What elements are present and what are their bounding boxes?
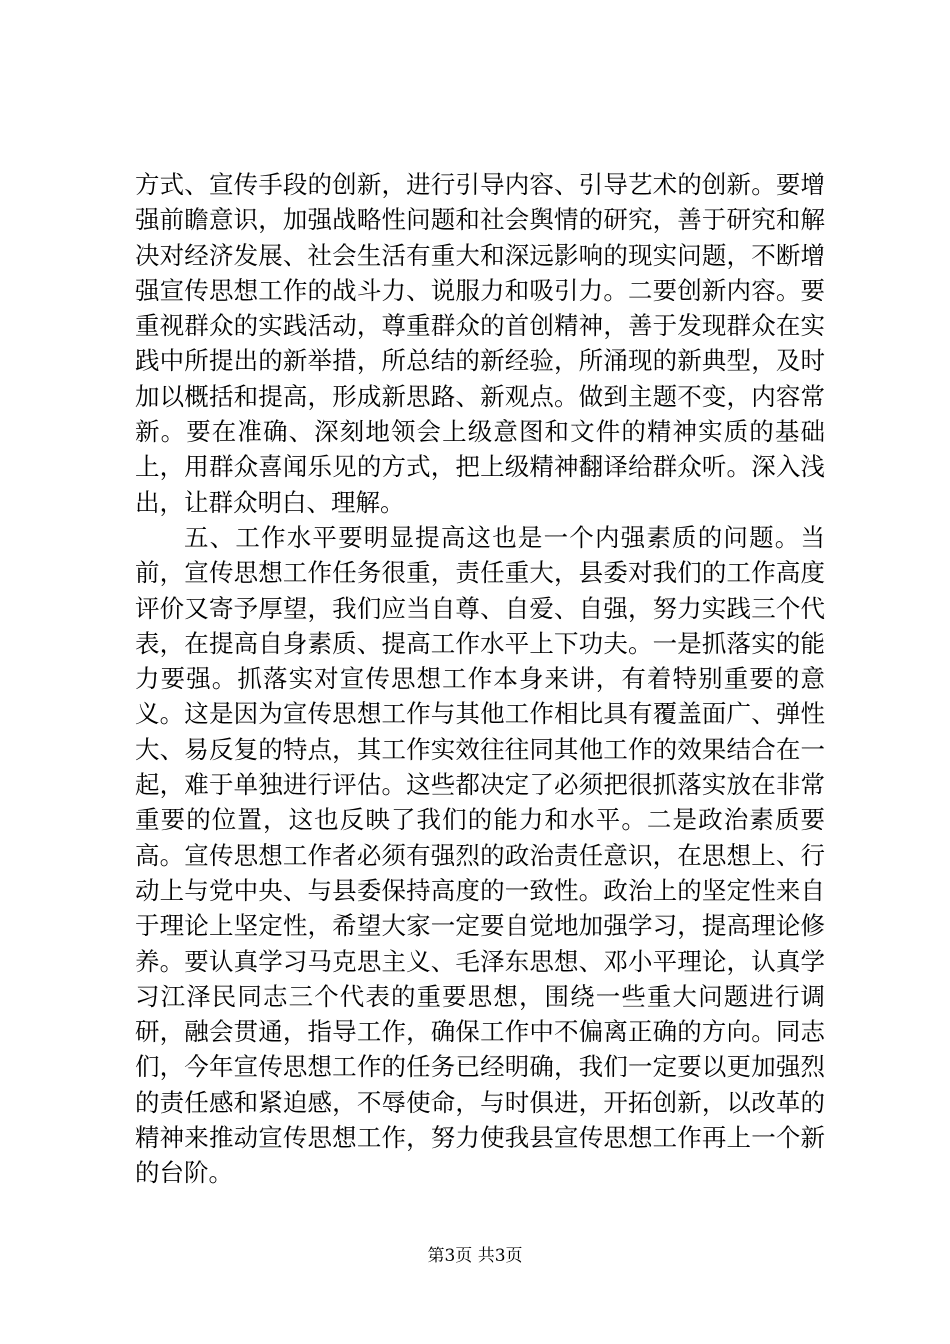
paragraph-section-five: 五、工作水平要明显提高这也是一个内强素质的问题。当前，宣传思想工作任务很重，责任重大，县委对我们的工作高度评价又寄予厚望，我们应当自尊、自爱、自强，努力实践三个代表，在提高自身素质、提高工作水平上下功夫。一是抓落实的能力要强。抓落实对宣传思想工作本身来讲，有着特别重要的意义。这是因为宣传思想工作与其他工作相比具有覆盖面广、弹性大、易反复的特点，其工作实效往往同其他工作的效果结合在一起，难于单独进行评估。这些都决定了必须把很抓落实放在非常重要的位置，这也反映了我们的能力和水平。二是政治素质要高。宣传思想工作者必须有强烈的政治责任意识，在思想上、行动上与党中央、与县委保持高度的一致性。政治上的坚定性来自于理论上坚定性，希望大家一定要自觉地加强学习，提高理论修养。要认真学习马克思主义、毛泽东思想、邓小平理论，认真学习江泽民同志三个代表的重要思想，围绕一些重大问题进行调研，融会贯通，指导工作，确保工作中不偏离正确的方向。同志们，今年宣传思想工作的任务已经明确，我们一定要以更加强烈的责任感和紧迫感，不辱使命，与时俱进，开拓创新，以改革的精神来推动宣传思想工作，努力使我县宣传思想工作再上一个新的台阶。 xyxy=(135,522,825,1188)
page-footer: 第3页 共3页 xyxy=(427,1246,523,1266)
paragraph-continued: 方式、宣传手段的创新，进行引导内容、引导艺术的创新。要增强前瞻意识，加强战略性问题和社会舆情的研究，善于研究和解决对经济发展、社会生活有重大和深远影响的现实问题，不断增强宣传思想工作的战斗力、说服力和吸引力。二要创新内容。要重视群众的实践活动，尊重群众的首创精神，善于发现群众在实践中所提出的新举措，所总结的新经验，所涌现的新典型，及时加以概括和提高，形成新思路、新观点。做到主题不变，内容常新。要在准确、深刻地领会上级意图和文件的精神实质的基础上，用群众喜闻乐见的方式，把上级精神翻译给群众听。深入浅出，让群众明白、理解。 xyxy=(135,170,825,517)
document-body xyxy=(135,167,825,1191)
